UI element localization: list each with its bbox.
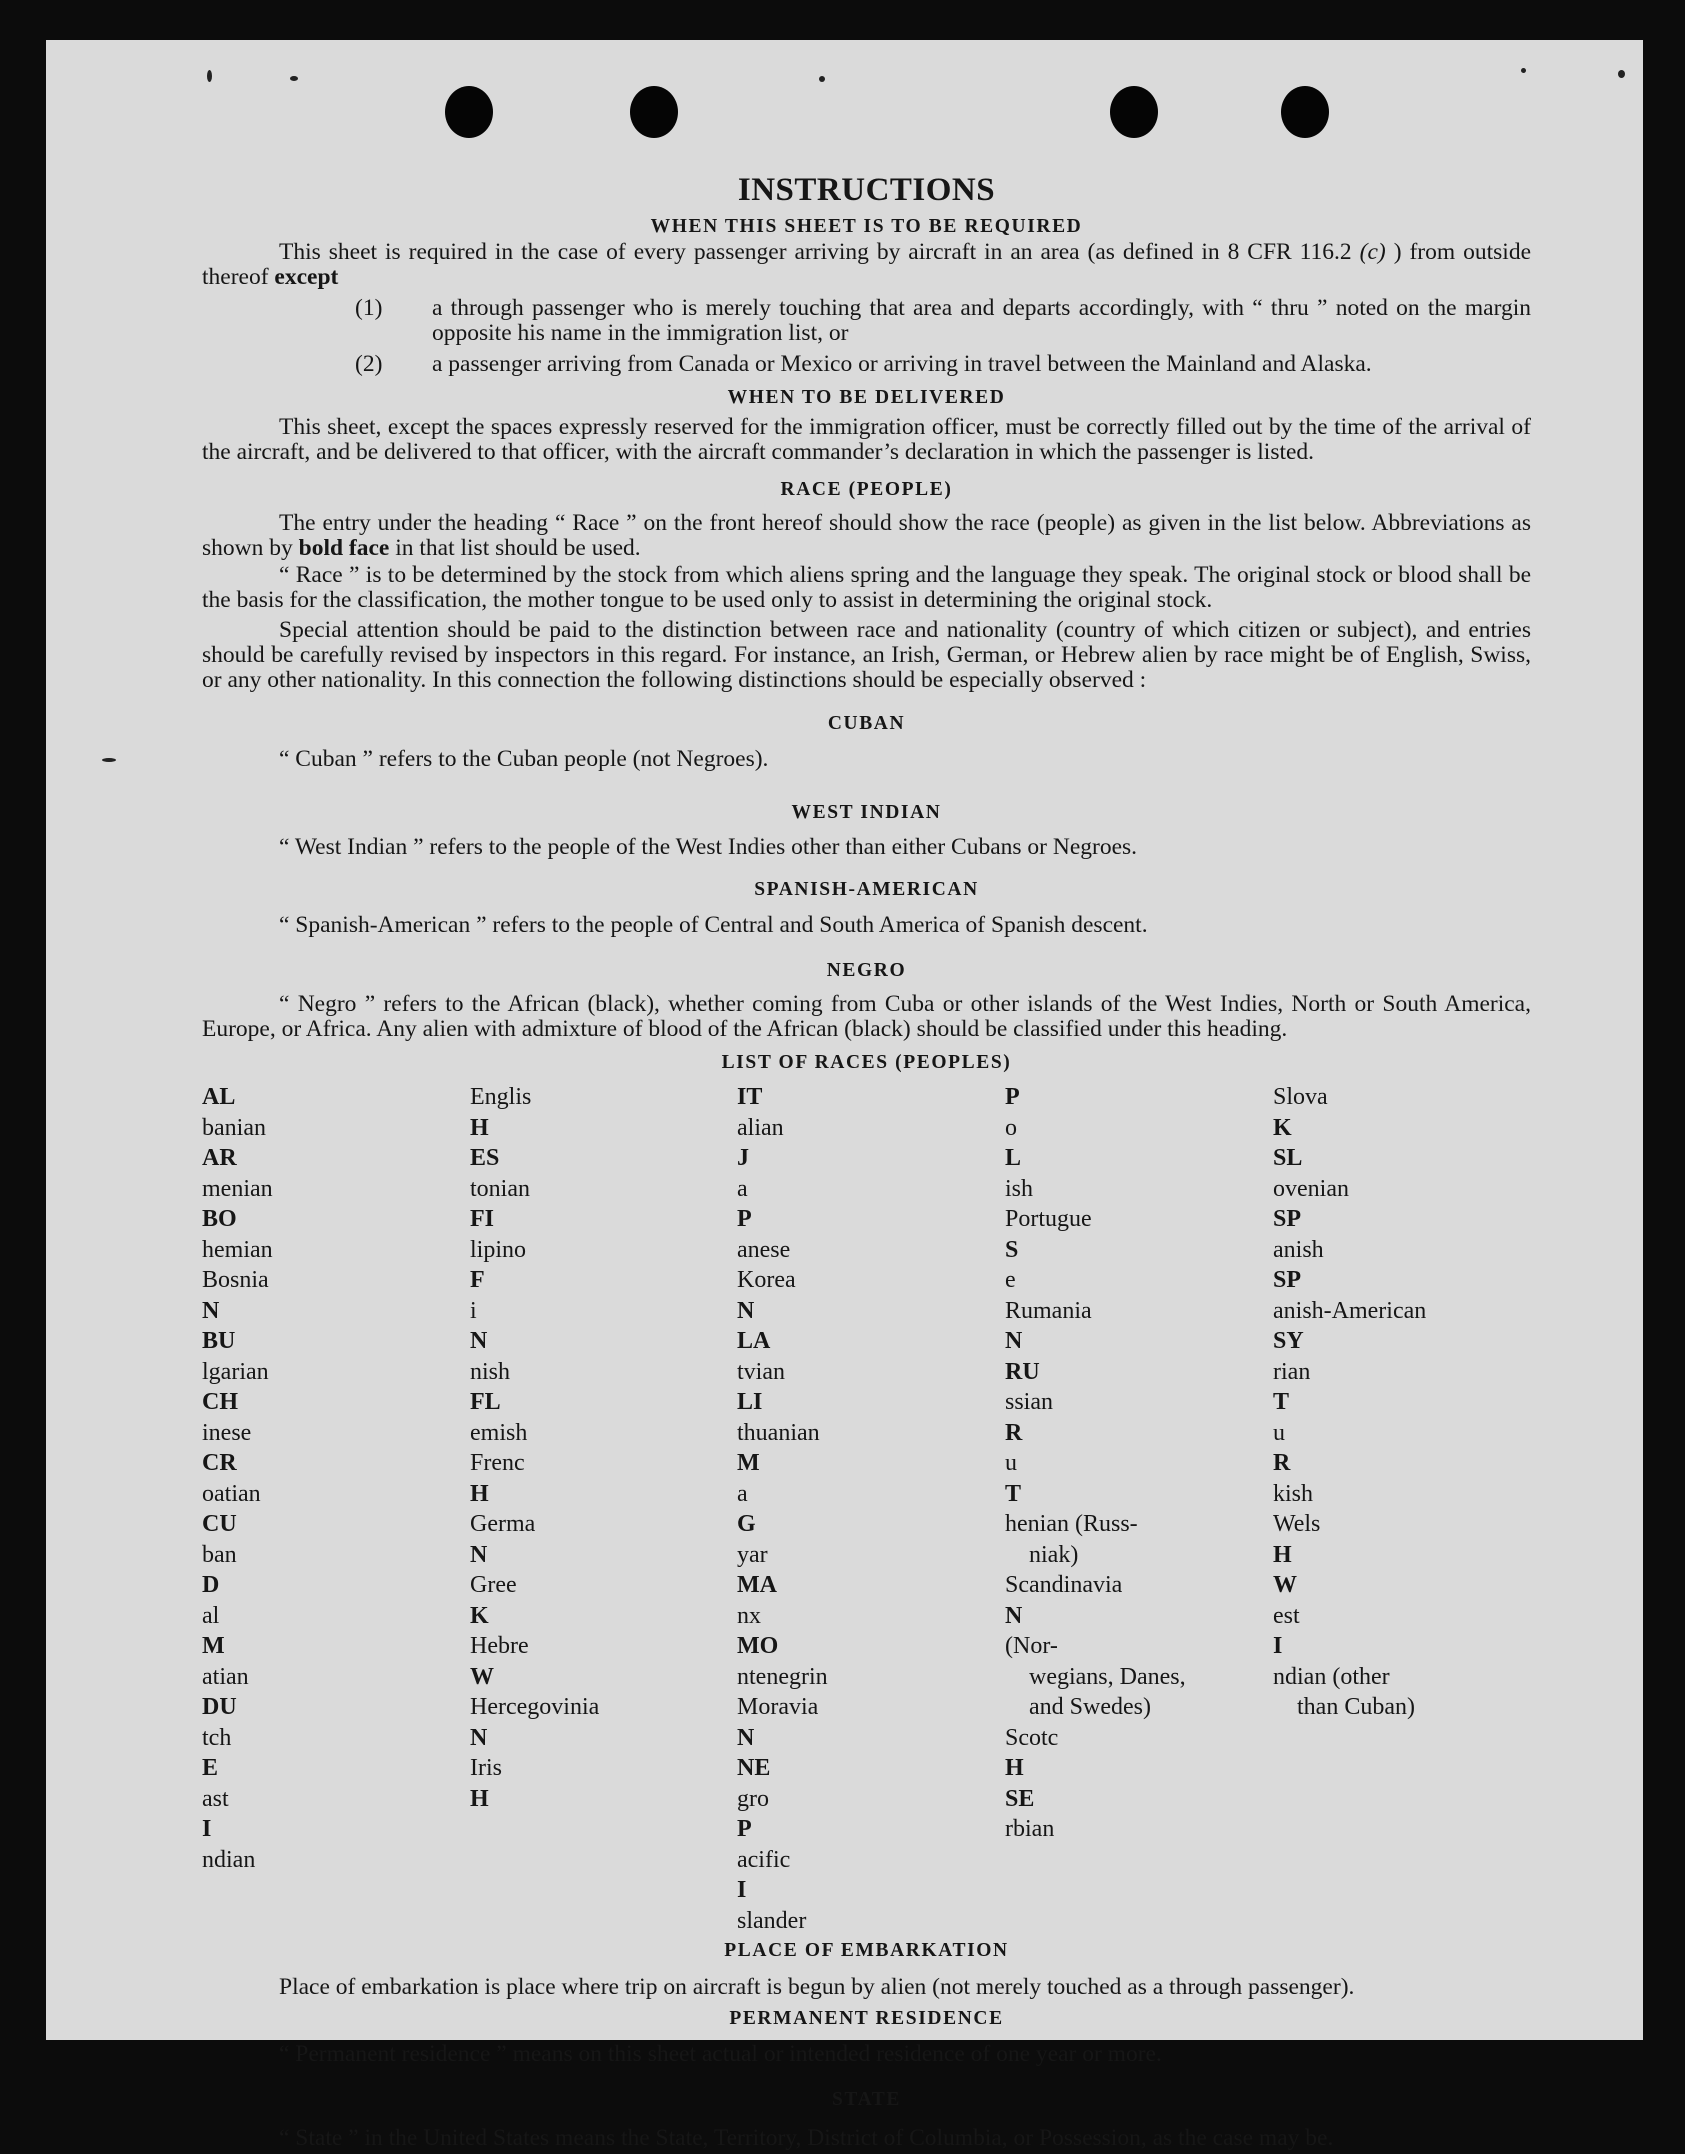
race-entry: FI lipino bbox=[470, 1206, 527, 1263]
race-entry: AR menian bbox=[202, 1145, 273, 1202]
heading-negro: NEGRO bbox=[826, 960, 907, 981]
when-required-intro: This sheet is required in the case of every passenger arriving by aircraft in an area (as defined in 8 CFR 116.2 (c) ) from outside thereof except bbox=[202, 239, 1532, 290]
speck bbox=[290, 76, 298, 81]
race-entry: MA nx bbox=[737, 1572, 777, 1629]
embarkation-text: Place of embarkation is place where trip on aircraft is begun by alien (not merely touched as a through passenger). bbox=[279, 1974, 1355, 2000]
race-entry: Scandinavia N (Nor- bbox=[1005, 1572, 1123, 1659]
race-entry: LI thuanian bbox=[737, 1389, 820, 1446]
race-entry: Hebre W bbox=[470, 1633, 529, 1690]
race-entry: Iris H bbox=[470, 1755, 502, 1812]
race-entry: FL emish bbox=[470, 1389, 528, 1446]
race-entry: SP anish bbox=[1273, 1206, 1324, 1263]
race-entry: SP anish-American bbox=[1273, 1267, 1427, 1324]
race-paragraph-3: Special attention should be paid to the distinction between race and nationality (country of which citizen or subject), and entries should be carefully revised by inspectors in this regard. For instance, an Irish, German, or Hebrew alien by race might be of English, Swiss, or any other nationality. In this connection the following distinctions should be especially observed : bbox=[202, 617, 1531, 693]
race-entry: Rumania N bbox=[1005, 1297, 1092, 1354]
cuban-text: “ Cuban ” refers to the Cuban people (not Negroes). bbox=[279, 746, 769, 772]
speck bbox=[207, 70, 212, 82]
race-paragraph-2: “ Race ” is to be determined by the stock from which aliens spring and the language they speak. The original stock or blood shall be the basis for the classification, the mother tongue to be used only to assist in determining the original stock. bbox=[202, 562, 1531, 613]
race-entry: Hercegovinia N bbox=[470, 1694, 600, 1751]
race-entry: than Cuban) bbox=[1297, 1694, 1415, 1720]
heading-spanish-american: SPANISH-AMERICAN bbox=[754, 879, 979, 900]
race-entry: D al M atian bbox=[202, 1572, 249, 1690]
heading-list-of-races: LIST OF RACES (PEOPLES) bbox=[721, 1052, 1012, 1073]
race-entry: T u R kish bbox=[1273, 1389, 1314, 1507]
race-entry: SY rian bbox=[1273, 1328, 1311, 1385]
race-entry: Frenc H bbox=[470, 1450, 525, 1507]
heading-race: RACE (PEOPLE) bbox=[780, 479, 953, 500]
race-entry: SE rbian bbox=[1005, 1785, 1055, 1842]
heading-when-required: WHEN THIS SHEET IS TO BE REQUIRED bbox=[650, 216, 1083, 237]
permanent-residence-text: “ Permanent residence ” means on this sheet actual or intended residence of one year or more. bbox=[279, 2041, 1162, 2067]
race-entry: J a P anese bbox=[737, 1145, 791, 1263]
speck bbox=[819, 76, 825, 82]
race-column bbox=[1005, 1082, 1273, 1936]
state-text: “ State ” in the United States means the State, Territory, District of Columbia, or Possession, as the case may be. bbox=[279, 2125, 1334, 2151]
race-entry: NE gro bbox=[737, 1755, 771, 1812]
document-page bbox=[46, 40, 1643, 2151]
heading-state: STATE bbox=[831, 2089, 902, 2110]
race-column bbox=[202, 1082, 470, 1936]
race-entry: Englis H bbox=[470, 1084, 532, 1141]
race-entry: MO ntenegrin bbox=[737, 1633, 828, 1690]
heading-permanent-residence: PERMANENT RESIDENCE bbox=[729, 2008, 1004, 2029]
race-entry: CR oatian bbox=[202, 1450, 261, 1507]
race-column bbox=[470, 1082, 737, 1936]
negro-text: “ Negro ” refers to the African (black), whether coming from Cuba or other islands of the West Indies, North or South America, Europe, or Africa. Any alien with admixture of blood of the African (black) should be classified under this heading. bbox=[202, 991, 1531, 1042]
punch-hole bbox=[445, 86, 493, 138]
race-entry: and Swedes) bbox=[1029, 1694, 1151, 1720]
race-column bbox=[737, 1082, 1005, 1936]
punch-hole bbox=[1110, 86, 1158, 138]
when-delivered-text: This sheet, except the spaces expressly reserved for the immigration officer, must be correctly filled out by the time of the arrival of the aircraft, and be delivered to that officer, with the aircraft commander’s declaration in which the passenger is listed. bbox=[202, 414, 1531, 465]
race-entry: wegians, Danes, bbox=[1029, 1663, 1186, 1690]
race-entry: Scotc H bbox=[1005, 1724, 1059, 1781]
speck bbox=[1618, 70, 1625, 78]
race-entry: R u T henian (Russ- bbox=[1005, 1419, 1138, 1537]
races-list bbox=[202, 1082, 1531, 1936]
page-title: INSTRUCTIONS bbox=[737, 172, 996, 208]
race-entry: IT alian bbox=[737, 1084, 784, 1141]
race-entry: AL banian bbox=[202, 1084, 266, 1141]
punch-hole bbox=[1281, 86, 1329, 138]
race-entry: Slova K bbox=[1273, 1084, 1328, 1141]
race-entry: M a G yar bbox=[737, 1450, 768, 1568]
race-entry: Korea N bbox=[737, 1267, 796, 1324]
race-entry: CU ban bbox=[202, 1511, 237, 1568]
exception-item-1: (1) a through passenger who is merely touching that area and departs accordingly, with “ thru ” noted on the margin opposite his name in the immigration list, or bbox=[355, 295, 1531, 346]
race-entry: BO hemian bbox=[202, 1206, 273, 1263]
speck bbox=[102, 758, 116, 762]
race-entry: F i N nish bbox=[470, 1267, 511, 1385]
race-paragraph-1: The entry under the heading “ Race ” on the front hereof should show the race (people) as given in the list below. Abbreviations as shown by bold face in that list should be used. bbox=[202, 510, 1531, 561]
race-entry: P acific I slander bbox=[737, 1816, 807, 1934]
race-entry: E ast I ndian bbox=[202, 1755, 256, 1873]
heading-cuban: CUBAN bbox=[827, 713, 906, 734]
exception-item-2: (2) a passenger arriving from Canada or Mexico or arriving in travel between the Mainland and Alaska. bbox=[355, 351, 1372, 377]
race-entry: LA tvian bbox=[737, 1328, 785, 1385]
race-entry: P o L ish bbox=[1005, 1084, 1034, 1202]
race-entry: Gree K bbox=[470, 1572, 517, 1629]
race-entry: ES tonian bbox=[470, 1145, 530, 1202]
race-entry: BU lgarian bbox=[202, 1328, 269, 1385]
race-entry: Moravia N bbox=[737, 1694, 819, 1751]
west-indian-text: “ West Indian ” refers to the people of the West Indies other than either Cubans or Negroes. bbox=[279, 834, 1138, 860]
race-column bbox=[1273, 1082, 1531, 1936]
heading-west-indian: WEST INDIAN bbox=[791, 802, 942, 823]
race-entry: W est I ndian (other bbox=[1273, 1572, 1390, 1690]
race-entry: RU ssian bbox=[1005, 1358, 1053, 1415]
heading-place-of-embarkation: PLACE OF EMBARKATION bbox=[724, 1940, 1009, 1961]
heading-when-delivered: WHEN TO BE DELIVERED bbox=[727, 387, 1006, 408]
speck bbox=[1521, 68, 1526, 73]
race-entry: Portugue S e bbox=[1005, 1206, 1092, 1293]
race-entry: Germa N bbox=[470, 1511, 536, 1568]
instructions-body bbox=[202, 172, 1531, 2154]
race-entry: Wels H bbox=[1273, 1511, 1321, 1568]
punch-hole bbox=[630, 86, 678, 138]
race-entry: SL ovenian bbox=[1273, 1145, 1349, 1202]
race-entry: CH inese bbox=[202, 1389, 252, 1446]
race-entry: DU tch bbox=[202, 1694, 237, 1751]
spanish-american-text: “ Spanish-American ” refers to the people of Central and South America of Spanish descent. bbox=[279, 912, 1148, 938]
race-entry: niak) bbox=[1029, 1541, 1079, 1568]
race-entry: Bosnia N bbox=[202, 1267, 269, 1324]
